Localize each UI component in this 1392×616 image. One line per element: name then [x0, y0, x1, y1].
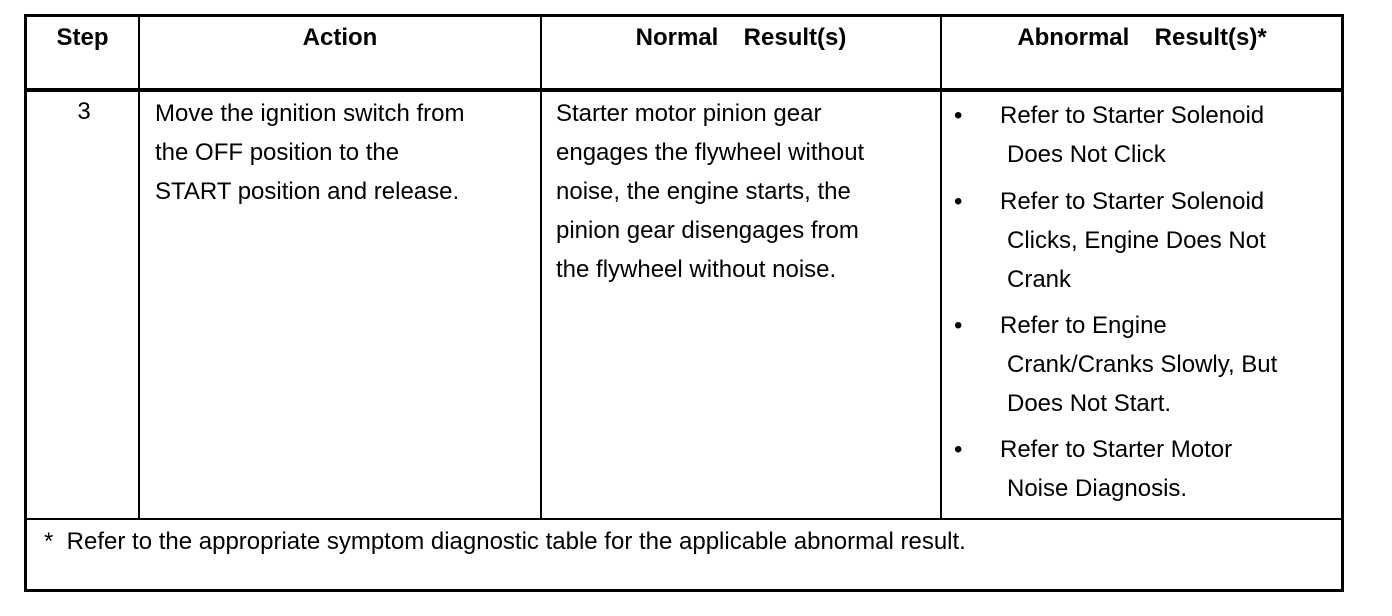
abnormal-result-line: Refer to Starter Motor — [1000, 436, 1233, 463]
header-abnormal-results: Abnormal Result(s)* — [1017, 24, 1267, 51]
normal-result-line: Starter motor pinion gear — [556, 100, 822, 127]
footnote-separator — [26, 518, 1342, 520]
abnormal-result-line: Clicks, Engine Does Not — [1007, 227, 1266, 254]
action-line: Move the ignition switch from — [155, 100, 465, 127]
abnormal-result-line: Crank/Cranks Slowly, But — [1007, 351, 1278, 378]
action-cell — [155, 94, 464, 211]
abnormal-result-line: Refer to Starter Solenoid — [1000, 188, 1265, 215]
bullet-icon: • — [954, 102, 963, 129]
abnormal-result-line: Refer to Engine — [1000, 312, 1167, 339]
abnormal-result-line: Noise Diagnosis. — [1007, 475, 1188, 502]
header-action: Action — [302, 24, 378, 51]
action-line: the OFF position to the — [155, 139, 400, 166]
bullet-icon: • — [954, 312, 963, 339]
action-line: START position and release. — [155, 178, 460, 205]
normal-result-line: noise, the engine starts, the — [556, 178, 851, 205]
bullet-icon: • — [954, 436, 963, 463]
bullet-icon: • — [954, 188, 963, 215]
normal-result-line: the flywheel without noise. — [556, 256, 837, 283]
header-separator — [26, 88, 1342, 92]
header-normal-results: Normal Result(s) — [635, 24, 847, 51]
abnormal-result-line: Does Not Start. — [1007, 390, 1172, 417]
header-step: Step — [56, 24, 109, 51]
normal-result-line: pinion gear disengages from — [556, 217, 859, 244]
abnormal-result-line: Does Not Click — [1007, 141, 1166, 168]
normal-result-cell — [556, 94, 864, 289]
abnormal-result-line: Crank — [1007, 266, 1072, 293]
step-number: 3 — [77, 98, 91, 125]
normal-result-line: engages the flywheel without — [556, 139, 865, 166]
abnormal-result-cell — [954, 96, 1338, 516]
abnormal-result-line: Refer to Starter Solenoid — [1000, 102, 1265, 129]
table-footnote: * Refer to the appropriate symptom diagnostic table for the applicable abnormal result. — [44, 528, 966, 555]
